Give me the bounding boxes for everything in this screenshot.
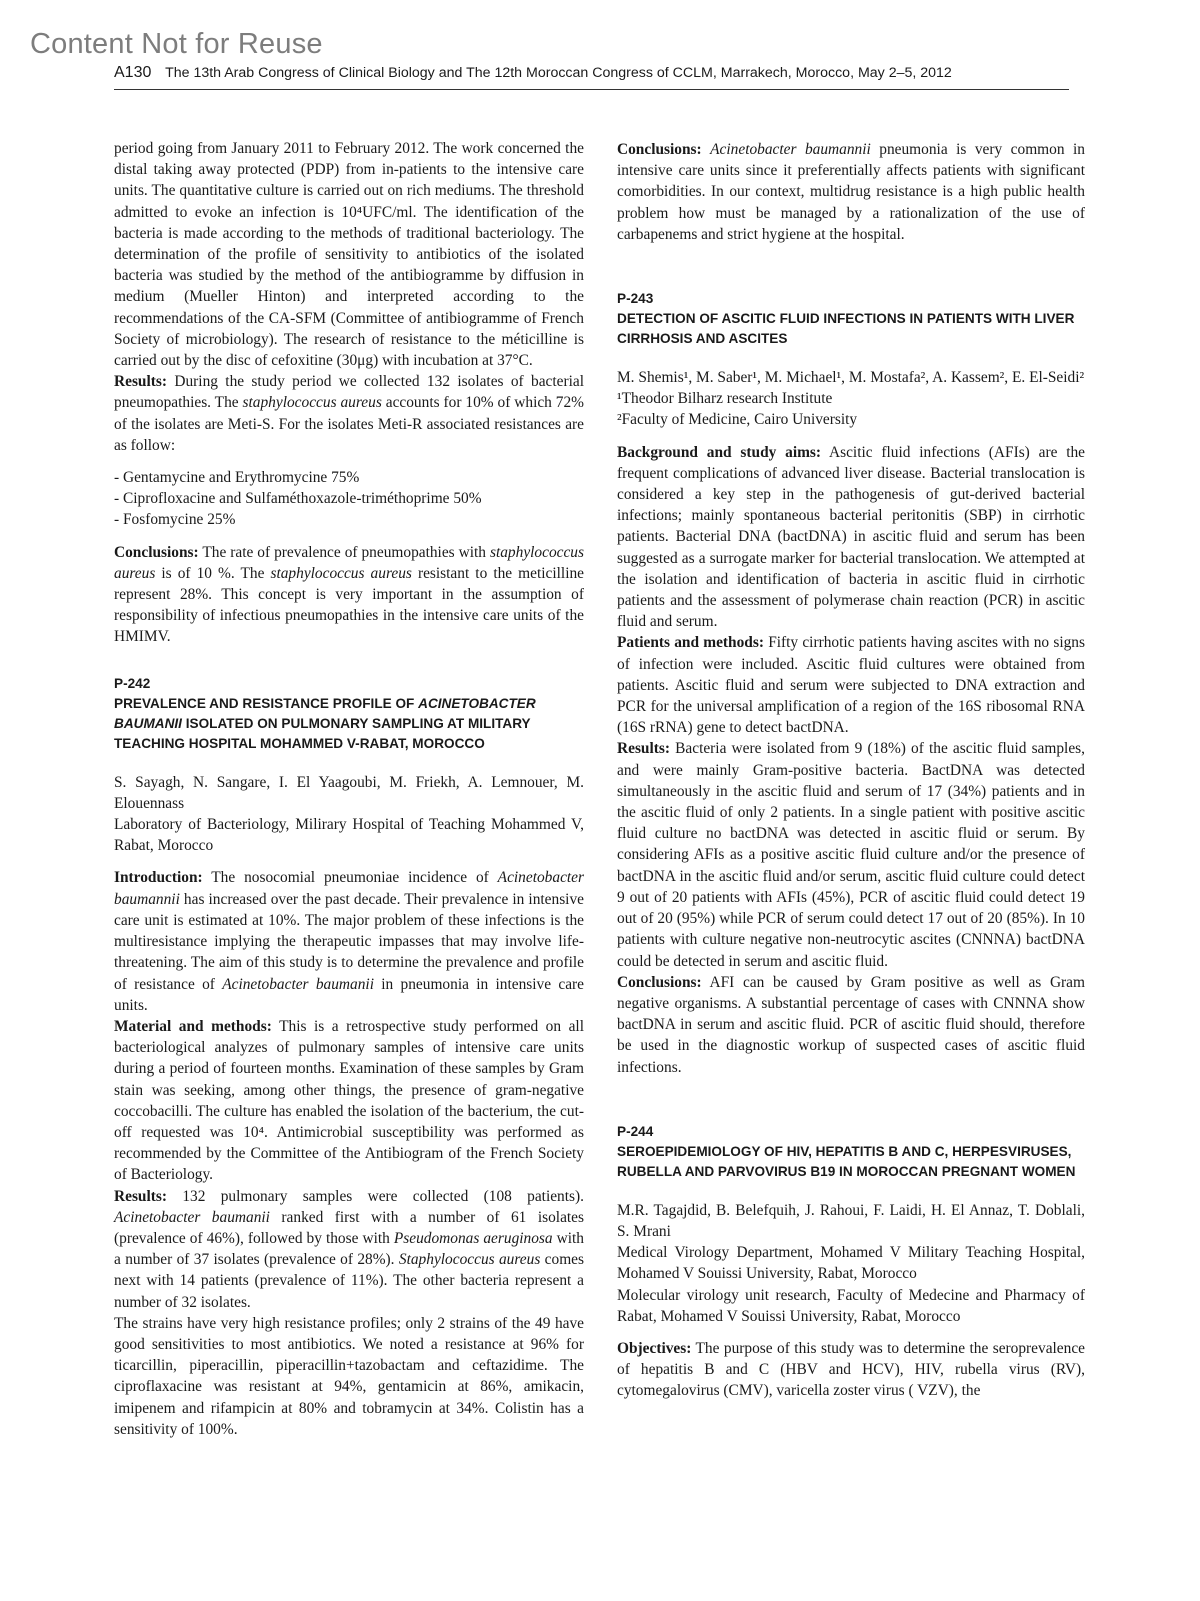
objectives-label: Objectives: bbox=[617, 1339, 692, 1357]
conclusions-paragraph-p243 bbox=[617, 972, 1085, 1078]
results-label-p242: Results: bbox=[114, 1187, 168, 1205]
left-column bbox=[114, 138, 584, 1440]
methods-paragraph bbox=[114, 1016, 584, 1186]
running-title: The 13th Arab Congress of Clinical Biology and The 12th Moroccan Congress of CCLM, Marrakech, Morocco, May 2–5, 2012 bbox=[165, 65, 952, 81]
results-text-p243: Bacteria were isolated from 9 (18%) of the ascitic fluid samples, and were mainly Gram-positive bacteria. BactDNA was detected simultaneously in the ascitic fluid and serum of 17 (34%) patients and in the ascitic fluid of only 2 patients. In a single patient with positive ascitic fluid culture no bactDNA was detected in ascitic fluid or serum. By considering AFIs as a positive ascitic fluid culture and/or the presence of bactDNA in the ascitic fluid and/or serum, ascitic fluid culture could detect 9 out of 20 patients with AFIs (45%), PCR of ascitic fluid could detect 19 out of 20 (95%) while PCR of serum could detect 17 out of 20 (85%). In 10 patients with culture negative non-neutrocytic ascites (CNNNA) bactDNA could be detected in serum and ascitic fluid. bbox=[617, 740, 1085, 970]
results-italic: staphylococcus aureus bbox=[242, 394, 382, 412]
objectives-text: The purpose of this study was to determine the seroprevalence of hepatitis B and C (HBV and HCV), HIV, rubella virus (RV), cytomegalovirus (CMV), varicella zoster virus ( VZV), the bbox=[617, 1339, 1085, 1400]
list-item: - Ciprofloxacine and Sulfaméthoxazole-triméthoprime 50% bbox=[114, 488, 584, 509]
running-head bbox=[114, 64, 1069, 82]
title-part-1: PREVALENCE AND RESISTANCE PROFILE OF bbox=[114, 695, 419, 711]
resistance-list bbox=[114, 467, 584, 531]
intro-text-3: in pneumonia in intensive care units. bbox=[114, 975, 584, 1014]
conclusions-paragraph-p241 bbox=[617, 139, 1085, 245]
conclusions-paragraph bbox=[114, 542, 584, 648]
affiliation-2-p243: ²Faculty of Medicine, Cairo University bbox=[617, 411, 858, 429]
abstract-code-p242: P-242 bbox=[114, 675, 151, 691]
authors-p243: M. Shemis¹, M. Saber¹, M. Michael¹, M. Mostafa², A. Kassem², E. El-Seidi² bbox=[617, 369, 1085, 387]
background-label: Background and study aims: bbox=[617, 443, 822, 461]
res-text-1: 132 pulmonary samples were collected (108 patients). bbox=[167, 1187, 584, 1205]
results-label: Results: bbox=[114, 373, 168, 391]
results-text-2: accounts for 10% of which 72% of the isolates are Meti-S. For the isolates Meti-R associated resistances are as follow: bbox=[114, 394, 585, 454]
introduction-label: Introduction: bbox=[114, 869, 203, 887]
res-italic-2: Pseudomonas aeruginosa bbox=[393, 1229, 553, 1247]
patients-methods-text: Fifty cirrhotic patients having ascites with no signs of infection were included. Ascitic fluid cultures were obtained from patients. Ascitic fluid and serum were subjected to DNA extraction and PCR for the universal amplification of a region of the 16S ribosomal RNA (16S rRNA) gene to detect bactDNA. bbox=[617, 634, 1085, 737]
abstract-code-p244: P-244 bbox=[617, 1123, 654, 1139]
patients-methods-paragraph bbox=[617, 632, 1085, 738]
page-number: A130 bbox=[114, 64, 152, 81]
affiliation-p242: Laboratory of Bacteriology, Milirary Hospital of Teaching Mohammed V, Rabat, Morocco bbox=[114, 816, 584, 855]
results-paragraph-p242 bbox=[114, 1186, 584, 1313]
continued-paragraph: period going from January 2011 to February 2012. The work concerned the distal taking away protected (PDP) from in-patients to the intensive care units. The quantitative culture is carried out on rich mediums. The threshold admitted to evoke an infection is 10⁴UFC/ml. The identification of the bacteria is made according to the methods of traditional bacteriology. The determination of the profile of sensitivity to antibiotics of the isolated bacteria was studied by the method of the antibiogramme by diffusion in medium (Mueller Hinton) and interpreted according to the recommendations of the CA-SFM (Committee of antibiogramme of French Society of microbiology). The research of resistance to the méticilline is carried out by the disc of cefoxitine (30μg) with incubation at 37°C. bbox=[114, 140, 584, 370]
title-italic: ACINETOBACTER BAUMANII bbox=[114, 695, 536, 731]
results-paragraph-p243 bbox=[617, 738, 1085, 971]
results-paragraph bbox=[114, 371, 584, 456]
abstract-title-p243: DETECTION OF ASCITIC FLUID INFECTIONS IN PATIENTS WITH LIVER CIRRHOSIS AND ASCITES bbox=[617, 311, 1075, 347]
abstract-title-p242 bbox=[114, 694, 584, 754]
methods-text: This is a retrospective study performed on all bacteriological analyzes of pulmonary samples of intensive care units during a period of fourteen months. Examination of these samples by Gram stain was seeking, among other things, the presence of gram-negative coccobacilli. The culture has enabled the isolation of the bacterium, the cut-off requested was 10⁴. Antimicrobial susceptibility was performed as recommended by the Committee of the Antibiogram of the French Society of Bacteriology. bbox=[114, 1017, 584, 1184]
objectives-paragraph bbox=[617, 1338, 1085, 1402]
title-part-2: ISOLATED ON PULMONARY SAMPLING AT MILITARY TEACHING HOSPITAL MOHAMMED V-RABAT, MOROCCO bbox=[114, 715, 531, 751]
concl-italic: Acinetobacter baumannii bbox=[710, 141, 871, 158]
conclusions-label: Conclusions: bbox=[114, 543, 199, 561]
intro-italic-2: Acinetobacter baumanii bbox=[222, 975, 374, 993]
affiliation-1-p243: ¹Theodor Bilharz research Institute bbox=[617, 390, 833, 408]
res-text-2: ranked first with a number of 61 isolates (prevalence of 46%), followed by those with bbox=[114, 1208, 584, 1247]
res-italic-1: Acinetobacter baumanii bbox=[114, 1208, 270, 1226]
watermark: Content Not for Reuse bbox=[30, 28, 323, 60]
patients-methods-label: Patients and methods: bbox=[617, 634, 764, 652]
authors-p244: M.R. Tagajdid, B. Belefquih, J. Rahoui, F. Laidi, H. El Annaz, T. Doblali, S. Mrani bbox=[617, 1201, 1085, 1240]
background-paragraph bbox=[617, 442, 1085, 633]
concl-text-2: is of 10 %. The bbox=[155, 564, 271, 582]
intro-italic-1: Acinetobacter baumannii bbox=[114, 869, 584, 908]
abstract-title-p244: SEROEPIDEMIOLOGY OF HIV, HEPATITIS B AND C, HERPESVIRUSES, RUBELLA AND PARVOVIRUS B19 IN MOROCCAN PREGNANT WOMEN bbox=[617, 1143, 1076, 1179]
concl-italic-2: staphylococcus aureus bbox=[270, 564, 412, 582]
concl-text-3: resistant to the meticilline represent 28%. This concept is very important in the assumption of responsibility of infectious pneumopathies in the intensive care units of the HMIMV. bbox=[114, 564, 584, 646]
authors-p242: S. Sayagh, N. Sangare, I. El Yaagoubi, M. Friekh, A. Lemnouer, M. Elouennass bbox=[114, 773, 584, 812]
res-text-4: comes next with 14 patients (prevalence of 11%). The other bacteria represent a number of 32 isolates. bbox=[114, 1251, 584, 1311]
abstract-code-p243: P-243 bbox=[617, 291, 654, 307]
introduction-paragraph bbox=[114, 867, 584, 1015]
affiliation-1-p244: Medical Virology Department, Mohamed V Military Teaching Hospital, Mohamed V Souissi University, Rabat, Morocco bbox=[617, 1244, 1085, 1283]
intro-text-2: has increased over the past decade. Their prevalence in intensive care unit is estimated at 10%. The major problem of these infections is the multiresistance implying the therapeutic impasses that may involve life-threatening. The aim of this study is to determine the prevalence and profile of resistance of bbox=[114, 890, 584, 993]
res-italic-3: Staphylococcus aureus bbox=[398, 1251, 541, 1269]
intro-text-1: The nosocomial pneumoniae incidence of bbox=[202, 869, 498, 887]
concl-text-1: The rate of prevalence of pneumopathies with bbox=[198, 543, 490, 561]
results-text-1: During the study period we collected 132 isolates of bacterial pneumopathies. The bbox=[114, 373, 584, 412]
res-text-3: with a number of 37 isolates (prevalence of 28%). bbox=[114, 1229, 585, 1269]
header-rule bbox=[114, 89, 1069, 90]
methods-label: Material and methods: bbox=[114, 1017, 272, 1035]
list-item: - Fosfomycine 25% bbox=[114, 509, 584, 530]
list-item: - Gentamycine and Erythromycine 75% bbox=[114, 467, 584, 488]
conclusions-text-p243: AFI can be caused by Gram positive as well as Gram negative organisms. A substantial percentage of cases with CNNNA show bactDNA in serum and ascitic fluid. PCR of ascitic fluid should, therefore be used in the diagnostic workup of suspected cases of ascitic fluid infections. bbox=[617, 973, 1085, 1076]
results-paragraph-2-p242: The strains have very high resistance profiles; only 2 strains of the 49 have good sensitivities to most antibiotics. We noted a resistance at 96% for ticarcillin, piperacillin, piperacillin+tazobactam and ceftazidime. The ciproflaxacine was resistant at 94%, gentamicin at 86%, amikacin, imipenem and rifampicin at 80% and tobramycin at 34%. Colistin has a sensitivity of 100%. bbox=[114, 1314, 584, 1438]
right-column bbox=[617, 139, 1085, 1402]
affiliation-2-p244: Molecular virology unit research, Faculty of Medecine and Pharmacy of Rabat, Mohamed V Souissi University, Rabat, Morocco bbox=[617, 1286, 1085, 1325]
concl-italic-1: staphylococcus aureus bbox=[114, 543, 584, 582]
background-text: Ascitic fluid infections (AFIs) are the frequent complications of advanced liver disease. Bacterial translocation is considered a key step in the pathogenesis of gut-derived bacterial infections; mainly spontaneous bacterial peritonitis (SBP) in cirrhotic patients. Bacterial DNA (bactDNA) in ascitic fluid and serum has been suggested as a surrogate marker for bacterial translocation. We attempted at the isolation and identification of bacteria in ascitic fluid in cirrhotic patients and the assessment of polymerase chain reaction (PCR) in ascitic fluid and serum. bbox=[617, 443, 1086, 631]
conclusions-label: Conclusions: bbox=[617, 141, 702, 158]
concl-text: pneumonia is very common in intensive care units since it preferentially affects patients with significant comorbidities. In our context, multidrug resistance is a high public health problem how must be managed by a rationalization of the use of carbapenems and strict hygiene at the hospital. bbox=[617, 141, 1085, 243]
conclusions-label-p243: Conclusions: bbox=[617, 973, 702, 991]
results-label-p243: Results: bbox=[617, 740, 671, 758]
